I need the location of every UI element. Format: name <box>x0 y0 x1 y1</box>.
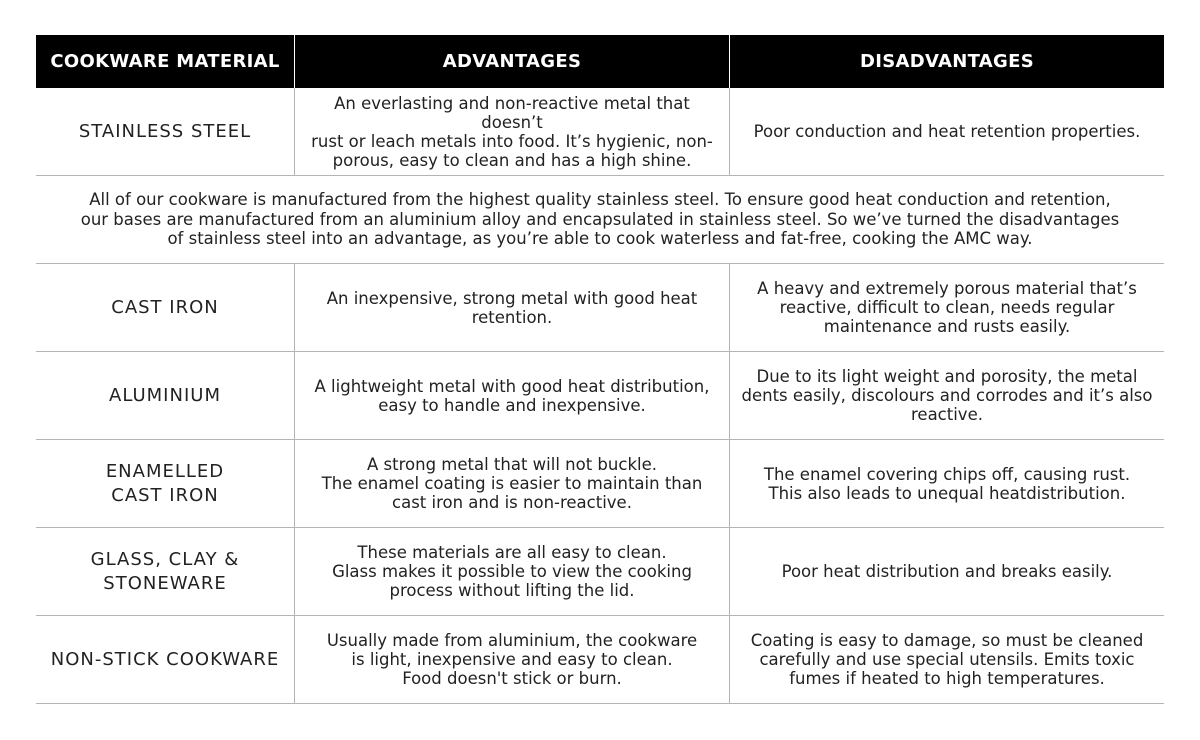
table-row-stainless-steel <box>36 88 1164 176</box>
advantages-cell: These materials are all easy to clean. Glass makes it possible to view the cooking process without lifting the lid. <box>294 528 729 615</box>
table-row-non-stick-cookware <box>36 616 1164 704</box>
stainless-steel-note: All of our cookware is manufactured from the highest quality stainless steel. To ensure good heat conduction and retention, our bases are manufactured from an aluminium alloy and encapsulated in stainless steel. So we’ve turned the disadvantages of stainless steel into an advantage, as you’re able to cook waterless and fat-free, cooking the AMC way. <box>80 190 1120 249</box>
material-name: ALUMINIUM <box>109 384 221 406</box>
table-row-enamelled-cast-iron <box>36 440 1164 528</box>
material-name: ENAMELLED CAST IRON <box>105 460 225 506</box>
header-material: COOKWARE MATERIAL <box>50 51 280 72</box>
material-name: GLASS, CLAY & STONEWARE <box>90 548 240 594</box>
material-name: STAINLESS STEEL <box>78 120 252 142</box>
advantages-cell: An inexpensive, strong metal with good heat retention. <box>294 264 729 351</box>
disadvantages-cell: Poor conduction and heat retention properties. <box>729 88 1164 175</box>
disadvantages-cell: Coating is easy to damage, so must be cleaned carefully and use special utensils. Emits toxic fumes if heated to high temperatures. <box>729 616 1164 703</box>
table-row-cast-iron <box>36 264 1164 352</box>
advantages-cell: An everlasting and non-reactive metal that doesn’t rust or leach metals into food. It’s hygienic, non- porous, easy to clean and has a high shine. <box>294 88 729 175</box>
stainless-steel-note-row <box>36 176 1164 264</box>
advantages-cell: A strong metal that will not buckle. The enamel coating is easier to maintain than cast iron and is non-reactive. <box>294 440 729 527</box>
header-disadvantages: DISADVANTAGES <box>729 35 1164 88</box>
advantages-cell: Usually made from aluminium, the cookware is light, inexpensive and easy to clean. Food doesn't stick or burn. <box>294 616 729 703</box>
disadvantages-cell: A heavy and extremely porous material that’s reactive, difficult to clean, needs regular maintenance and rusts easily. <box>729 264 1164 351</box>
disadvantages-cell: The enamel covering chips off, causing rust. This also leads to unequal heatdistribution. <box>729 440 1164 527</box>
disadvantages-cell: Poor heat distribution and breaks easily. <box>729 528 1164 615</box>
disadvantages-cell: Due to its light weight and porosity, the metal dents easily, discolours and corrodes and it’s also reactive. <box>729 352 1164 439</box>
advantages-cell: A lightweight metal with good heat distribution, easy to handle and inexpensive. <box>294 352 729 439</box>
material-name: CAST IRON <box>111 296 219 318</box>
cookware-comparison-table <box>36 35 1164 704</box>
header-advantages: ADVANTAGES <box>294 35 729 88</box>
material-name: NON-STICK COOKWARE <box>50 648 280 670</box>
table-header-row <box>36 35 1164 88</box>
table-row-glass-clay-stoneware <box>36 528 1164 616</box>
table-row-aluminium <box>36 352 1164 440</box>
